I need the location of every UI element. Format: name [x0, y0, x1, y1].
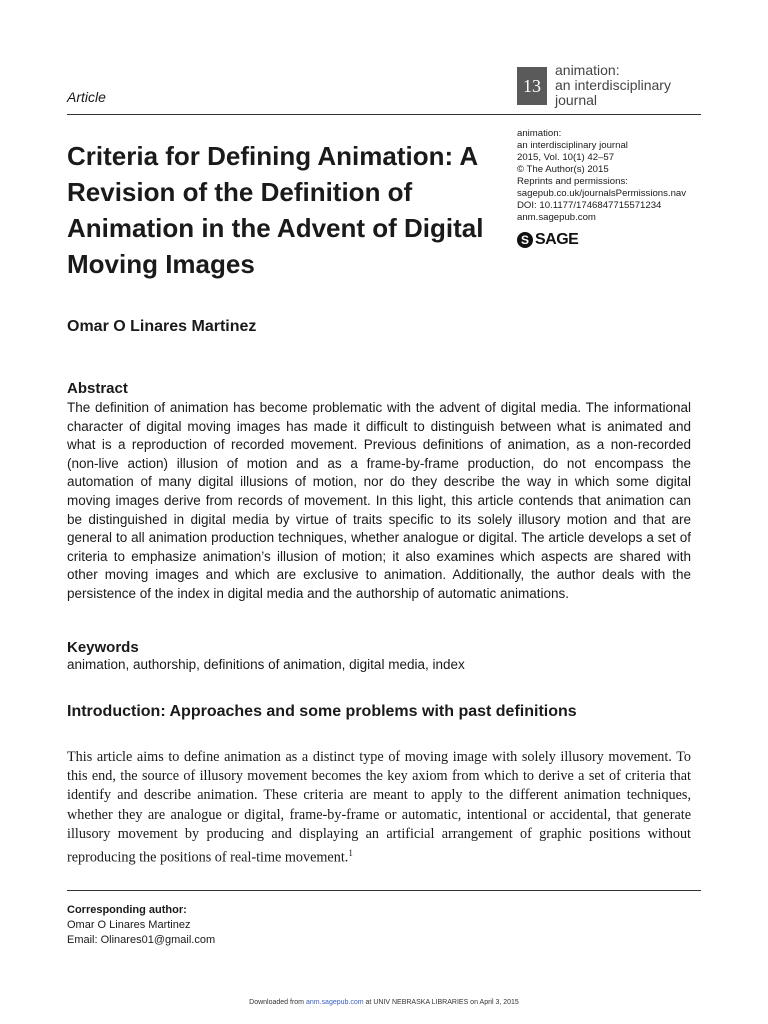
meta-line: Reprints and permissions: [517, 176, 628, 187]
journal-name [555, 63, 671, 108]
article-type-label: Article [67, 89, 106, 105]
corresponding-label: Corresponding author: [67, 904, 187, 916]
meta-link[interactable]: anm.sagepub.com [517, 212, 596, 223]
meta-line: an interdisciplinary journal [517, 140, 628, 151]
introduction-body: This article aims to define animation as a distinct type of moving image with solely illusory movement. To this end, the source of illusory movement becomes the key axiom from which to derive a set of criteria that identify and describe animation. These criteria are meant to apply to the different animation techniques, whether they are analogue or digital, frame-by-frame or automatic, intentional or accidental, that generate illusory movement by producing and displaying an artificial arrangement of graphic positions without reproducing the positions of real-time movement. [67, 749, 691, 866]
footer-divider [67, 890, 701, 891]
article-title: Criteria for Defining Animation: A Revision of the Definition of Animation in the Advent of Digital Moving Images [67, 141, 484, 279]
download-prefix: Downloaded from [249, 999, 305, 1006]
introduction-text [67, 748, 691, 868]
journal-logo: 13 [517, 67, 547, 105]
journal-name-line: journal [555, 92, 598, 108]
publisher-logo [517, 231, 578, 249]
download-link[interactable]: anm.sagepub.com [305, 999, 364, 1006]
download-notice [0, 999, 768, 1006]
publication-meta [517, 128, 686, 224]
meta-line: © The Author(s) 2015 [517, 164, 609, 175]
meta-doi[interactable]: DOI: 10.1177/1746847715571234 [517, 200, 662, 211]
meta-line: animation: [517, 128, 562, 139]
header-divider [67, 114, 701, 115]
author-name: Omar O Linares Martinez [67, 318, 257, 335]
journal-name-line: an interdisciplinary [555, 77, 671, 93]
publisher-name: SAGE [535, 231, 579, 248]
journal-name-line: animation: [555, 62, 620, 78]
download-suffix: at UNIV NEBRASKA LIBRARIES on April 3, 2015 [365, 999, 519, 1006]
keywords-heading: Keywords [67, 639, 139, 656]
corresponding-email[interactable]: Email: Olinares01@gmail.com [67, 934, 216, 946]
abstract-heading: Abstract [67, 380, 128, 397]
corresponding-author [67, 903, 215, 948]
sage-icon: S [517, 232, 533, 248]
corresponding-name: Omar O Linares Martinez [67, 919, 191, 931]
footnote-mark[interactable]: 1 [348, 848, 353, 859]
meta-link[interactable]: sagepub.co.uk/journalsPermissions.nav [517, 188, 687, 199]
abstract-text: The definition of animation has become problematic with the advent of digital media. The informational character of digital moving images has made it difficult to distinguish between what is animated and what is a reproduction of recorded movement. Previous definitions of animation, as a non-recorded (non-live action) illusion of motion and as a frame-by-frame production, do not encompass the automation of many digital illusions of motion, nor do they describe the way in which some digital moving images derive from records of movement. In this light, this article contends that animation can be distinguished in digital media by virtue of traits specific to its solely illusory motion and that are general to all animation production techniques, whether analogue or digital. The article develops a set of criteria to emphasize animation’s illusion of motion; it also examines which aspects are shared with other moving images and which are exclusive to animation. Additionally, the author deals with the persistence of the index in digital media and the authorship of automatic animations. [67, 400, 691, 601]
meta-line: 2015, Vol. 10(1) 42–57 [517, 152, 615, 163]
introduction-heading: Introduction: Approaches and some problems with past definitions [67, 703, 577, 720]
keywords-text: animation, authorship, definitions of animation, digital media, index [67, 657, 465, 672]
